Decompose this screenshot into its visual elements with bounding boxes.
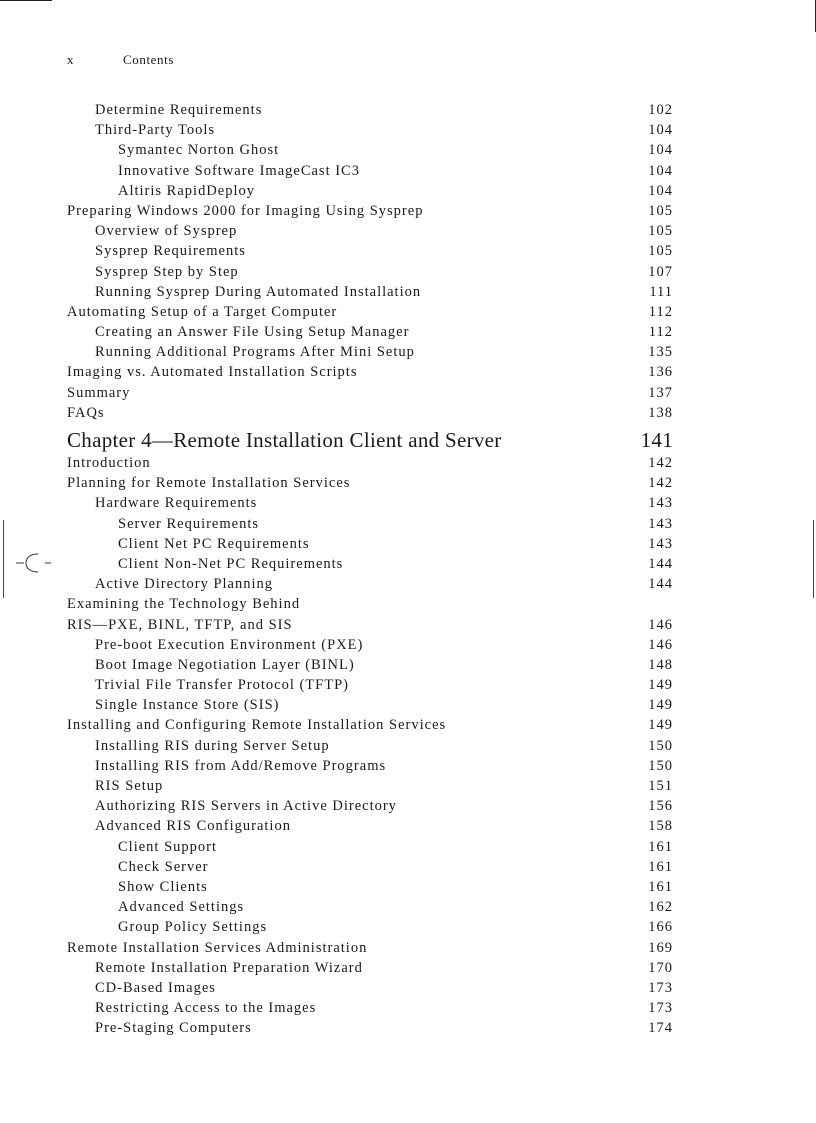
toc-entry-page: 156: [648, 798, 673, 815]
toc-entry-page: 136: [648, 364, 673, 381]
toc-entry[interactable]: [67, 403, 673, 423]
toc-entry-page: 173: [648, 979, 673, 996]
toc-entry[interactable]: [67, 554, 673, 574]
toc-entry-page: 142: [648, 475, 673, 492]
toc-entry-title: Client Net PC Requirements: [118, 535, 310, 552]
toc-entry[interactable]: [67, 100, 673, 120]
toc-entry-page: 104: [648, 182, 673, 199]
toc-entry-title: Client Support: [118, 838, 217, 855]
toc-entry[interactable]: [67, 715, 673, 735]
toc-entry[interactable]: [67, 998, 673, 1018]
toc-entry[interactable]: [67, 262, 673, 282]
toc-entry-page: 169: [648, 939, 673, 956]
toc-entry[interactable]: [67, 958, 673, 978]
toc-entry[interactable]: [67, 453, 673, 473]
toc-entry-page: 161: [648, 838, 673, 855]
toc-entry-page: 135: [648, 344, 673, 361]
toc-entry[interactable]: [67, 493, 673, 513]
toc-entry-page: 162: [648, 899, 673, 916]
toc-entry-title: Planning for Remote Installation Services: [67, 475, 351, 492]
toc-entry[interactable]: [67, 857, 673, 877]
toc-entry-page: 142: [648, 455, 673, 471]
toc-entry[interactable]: [67, 120, 673, 140]
toc-entry[interactable]: [67, 534, 673, 554]
toc-entry-page: 144: [648, 576, 673, 593]
toc-entry-page: 150: [648, 757, 673, 774]
toc-entry-page: 104: [648, 122, 673, 139]
table-of-contents: [67, 100, 673, 1038]
toc-entry-title: Automating Setup of a Target Computer: [67, 303, 338, 320]
toc-entry-title: Determine Requirements: [95, 102, 263, 118]
toc-entry[interactable]: [67, 938, 673, 958]
toc-entry[interactable]: [67, 776, 673, 796]
toc-entry-title: Summary: [67, 384, 131, 401]
toc-entry-title: Examining the Technology Behind: [67, 596, 301, 613]
toc-entry-page: 143: [648, 535, 673, 552]
toc-entry-page: 148: [648, 656, 673, 673]
toc-entry[interactable]: [67, 383, 673, 403]
toc-entry-page: 107: [648, 263, 673, 280]
toc-entry[interactable]: [67, 282, 673, 302]
toc-entry-title: Introduction: [67, 455, 151, 471]
toc-entry[interactable]: [67, 161, 673, 181]
toc-entry-title: Overview of Sysprep: [95, 223, 238, 240]
toc-entry-title: Trivial File Transfer Protocol (TFTP): [95, 677, 349, 694]
toc-entry[interactable]: [67, 473, 673, 493]
toc-entry[interactable]: [67, 816, 673, 836]
toc-entry[interactable]: [67, 675, 673, 695]
toc-entry-title: Remote Installation Services Administration: [67, 939, 368, 956]
toc-entry[interactable]: [67, 917, 673, 937]
toc-entry[interactable]: [67, 201, 673, 221]
toc-entry[interactable]: [67, 140, 673, 160]
toc-entry-page: 150: [648, 737, 673, 754]
toc-entry-page: 158: [648, 818, 673, 835]
toc-entry-title: Innovative Software ImageCast IC3: [118, 162, 360, 179]
toc-entry[interactable]: [67, 362, 673, 382]
toc-entry[interactable]: [67, 796, 673, 816]
header-section-title: Contents: [123, 52, 175, 67]
toc-entry[interactable]: [67, 514, 673, 534]
crop-mark-top: [0, 0, 52, 1]
toc-entry-page: 149: [648, 677, 673, 694]
toc-entry-page: 149: [648, 697, 673, 714]
toc-entry[interactable]: [67, 615, 673, 635]
toc-entry-title: Sysprep Requirements: [95, 243, 246, 260]
chapter-page: 141: [640, 428, 673, 452]
toc-entry-title: Running Additional Programs After Mini Setup: [95, 344, 415, 361]
toc-entry-page: 174: [648, 1020, 673, 1037]
toc-chapter-heading[interactable]: [67, 425, 673, 453]
toc-entry-page: 170: [648, 959, 673, 976]
toc-entry[interactable]: [67, 574, 673, 594]
toc-entry-title: Authorizing RIS Servers in Active Directory: [95, 798, 397, 815]
toc-entry-page: 143: [648, 495, 673, 512]
toc-entry-title: Group Policy Settings: [118, 919, 268, 936]
toc-entry-title: Installing RIS from Add/Remove Programs: [95, 757, 387, 774]
margin-line-left: [3, 520, 4, 598]
toc-entry-title: Pre-Staging Computers: [95, 1020, 252, 1037]
toc-entry-title: Imaging vs. Automated Installation Scripts: [67, 364, 358, 381]
toc-entry-title: Running Sysprep During Automated Installation: [95, 283, 422, 300]
chapter-title: Chapter 4—Remote Installation Client and Server: [67, 428, 502, 452]
toc-entry[interactable]: [67, 837, 673, 857]
toc-entry-page: 144: [648, 555, 673, 572]
toc-entry-title: Show Clients: [118, 878, 208, 895]
toc-entry[interactable]: [67, 877, 673, 897]
toc-entry-title: Boot Image Negotiation Layer (BINL): [95, 656, 355, 673]
toc-entry[interactable]: [67, 756, 673, 776]
toc-entry[interactable]: [67, 655, 673, 675]
toc-entry[interactable]: [67, 978, 673, 998]
toc-entry-title: Advanced RIS Configuration: [95, 818, 291, 835]
toc-entry-page: 161: [648, 878, 673, 895]
registration-mark-icon: [16, 547, 60, 579]
toc-entry-title: Advanced Settings: [118, 899, 245, 916]
toc-entry[interactable]: [67, 594, 673, 614]
toc-entry-title: Client Non-Net PC Requirements: [118, 555, 344, 572]
toc-entry-page: 102: [648, 102, 673, 118]
toc-entry-page: 104: [648, 162, 673, 179]
toc-entry-page: 112: [648, 303, 673, 320]
toc-entry-page: 143: [648, 515, 673, 532]
toc-entry-title: RIS—PXE, BINL, TFTP, and SIS: [67, 616, 293, 633]
toc-entry-title: FAQs: [67, 404, 105, 421]
toc-entry-title: Check Server: [118, 858, 209, 875]
toc-entry-page: 151: [648, 778, 673, 794]
toc-entry-title: Installing RIS during Server Setup: [95, 737, 330, 754]
toc-entry-page: 173: [648, 1000, 673, 1017]
toc-entry-title: Preparing Windows 2000 for Imaging Using Sysprep: [67, 202, 424, 219]
toc-entry-title: Symantec Norton Ghost: [118, 142, 280, 159]
toc-entry-title: Creating an Answer File Using Setup Manager: [95, 324, 410, 341]
toc-entry-title: Active Directory Planning: [95, 576, 274, 593]
toc-entry-title: Remote Installation Preparation Wizard: [95, 959, 363, 976]
toc-entry-page: 149: [648, 717, 673, 734]
toc-entry[interactable]: [67, 342, 673, 362]
toc-entry-page: 161: [648, 858, 673, 875]
toc-entry-page: 105: [648, 223, 673, 240]
toc-entry-page: 105: [648, 243, 673, 260]
toc-entry[interactable]: [67, 221, 673, 241]
toc-entry-page: 166: [648, 919, 673, 936]
toc-entry[interactable]: [67, 322, 673, 342]
toc-entry[interactable]: [67, 1018, 673, 1038]
toc-entry-page: 137: [648, 384, 673, 401]
toc-entry[interactable]: [67, 736, 673, 756]
toc-entry-title: Third-Party Tools: [95, 122, 216, 139]
margin-line-right: [813, 520, 814, 598]
running-header: [67, 52, 174, 68]
toc-entry[interactable]: [67, 695, 673, 715]
toc-entry-title: Single Instance Store (SIS): [95, 697, 280, 714]
header-page-number: x: [67, 52, 75, 67]
toc-entry-page: 111: [649, 283, 673, 300]
toc-entry[interactable]: [67, 897, 673, 917]
toc-entry-page: 146: [648, 636, 673, 653]
toc-entry-title: Restricting Access to the Images: [95, 1000, 317, 1017]
toc-entry-title: Installing and Configuring Remote Installation Services: [67, 717, 447, 734]
toc-entry-title: CD-Based Images: [95, 979, 216, 996]
toc-entry[interactable]: [67, 635, 673, 655]
toc-entry-title: Pre-boot Execution Environment (PXE): [95, 636, 364, 653]
toc-entry-title: Server Requirements: [118, 515, 260, 532]
toc-entry-title: RIS Setup: [95, 778, 164, 794]
toc-entry-page: 104: [648, 142, 673, 159]
toc-entry-title: Hardware Requirements: [95, 495, 258, 512]
toc-entry[interactable]: [67, 302, 673, 322]
toc-entry-title: Altiris RapidDeploy: [118, 182, 256, 199]
toc-entry-page: 146: [648, 616, 673, 633]
toc-entry-page: 105: [648, 202, 673, 219]
toc-entry-title: Sysprep Step by Step: [95, 263, 239, 280]
toc-entry-page: 112: [648, 324, 673, 341]
toc-entry[interactable]: [67, 241, 673, 261]
toc-entry[interactable]: [67, 181, 673, 201]
toc-entry-page: 138: [648, 404, 673, 421]
